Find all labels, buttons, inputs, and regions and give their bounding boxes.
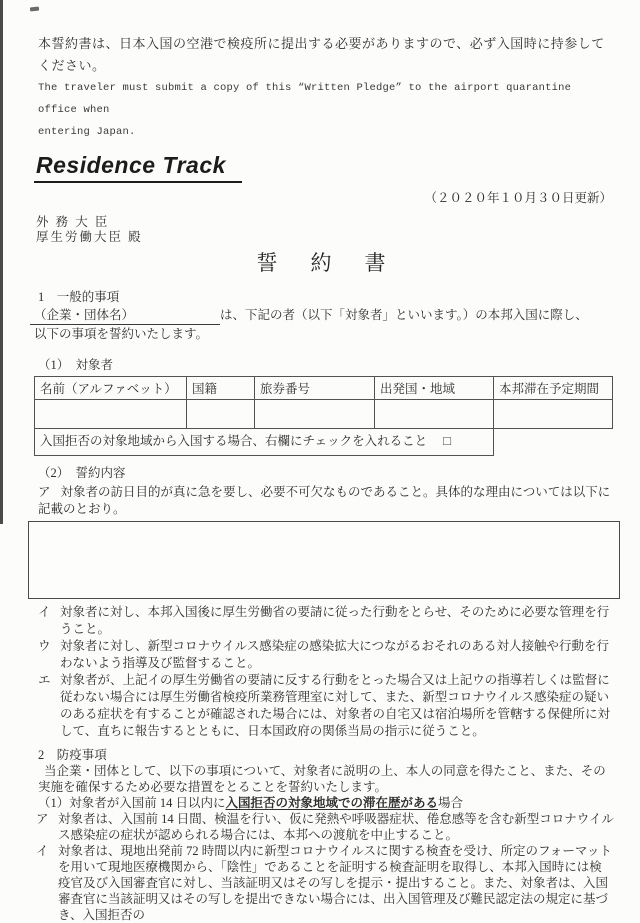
pledge-item-i <box>38 604 614 638</box>
item-a-text: 対象者の訪日目的が真に急を要し、必要不可欠なものであること。具体的な理由については以下に記載のとおり。 <box>38 485 611 516</box>
borderless-filler-cell <box>494 429 613 456</box>
col-header-name: 名前（アルファベット） <box>35 377 187 400</box>
pledge-item-u <box>38 638 614 672</box>
cell-nationality <box>187 400 255 429</box>
subsection-1-2-heading: （2） 誓約内容 <box>38 466 126 480</box>
scan-edge-artifact <box>0 0 3 524</box>
organization-name-label: （企業・団体名） <box>34 308 135 322</box>
pledge-item-e <box>38 672 614 740</box>
intro-after-blank: は、下記の者（以下「対象者」といいます。）の本邦入国に際し、 <box>220 308 588 322</box>
section2-heading: 2 防疫事項 <box>38 748 107 762</box>
case1-prefix: （1）対象者が入国前 14 日以内に <box>38 796 226 810</box>
entry-ban-note-text: 入国拒否の対象地域から入国する場合、右欄にチェックを入れること <box>40 434 428 448</box>
scan-speck-artifact <box>30 7 39 12</box>
item-i-label: イ <box>38 605 51 619</box>
cell-passport-number <box>255 400 375 429</box>
subject-table-header-row <box>35 377 613 400</box>
q-item-a-label: ア <box>36 812 49 826</box>
section2-case1-heading <box>38 795 614 811</box>
section2-intro: 当企業・団体として、以下の事項について、対象者に説明の上、本人の同意を得たこと、また、その実施を確保するため必要な措置をとることを誓約いたします。 <box>38 764 606 794</box>
intro-line2: 以下の事項を誓約いたします。 <box>34 327 209 341</box>
notice-english-line2: entering Japan. <box>38 126 136 138</box>
addressees <box>34 215 614 245</box>
case1-underlined: 入国拒否の対象地域での滞在歴がある <box>225 796 439 810</box>
q-item-i-text: 対象者は、現地出発前 72 時間以内に新型コロナウイルスに関する検査を受け、所定のフォーマットを用いて現地医療機関から、「陰性」であることを証明する検査証明を取得し、本邦入国時には検疫官及び入国審査官に対し、当該証明又はその写しを提示・提出すること。また、対象者は、入国審査官に当該証明又はその写しを提出できない場合には、出入国管理及び難民認定法の規定に基づき、入国拒否の <box>58 844 612 922</box>
entry-ban-note-cell <box>35 429 494 456</box>
pledge-item-a <box>38 484 614 518</box>
cell-stay-period <box>494 400 613 429</box>
cell-departure-country <box>375 400 494 429</box>
subsection-1-1-heading: （1） 対象者 <box>38 358 114 372</box>
residence-track-label: Residence Track <box>34 152 242 183</box>
subject-table-empty-row <box>35 400 613 429</box>
col-header-passport-number: 旅券番号 <box>255 377 375 400</box>
item-e-text: 対象者が、上記イの厚生労働省の要請に反する行動をとった場合又は上記ウの指導若しくは監督に従わない場合には厚生労働省検疫所業務管理室に対して、また、新型コロナウイルス感染症の疑いのある症状を有することが確認された場合には、対象者の自宅又は宿泊場所を管轄する保健所に対して、直ちに報告するとともに、日本国政府の関係当局の指示に従うこと。 <box>60 673 611 738</box>
checkbox-icon: □ <box>443 433 451 448</box>
q-item-a-text: 対象者は、入国前 14 日間、検温を行い、仮に発熱や呼吸器症状、倦怠感等を含む新型コロナウイルス感染症の症状が認められる場合には、本邦への渡航を中止すること。 <box>58 812 614 842</box>
item-e-label: エ <box>38 673 51 687</box>
item-u-text: 対象者に対し、新型コロナウイルス感染症の感染拡大につながるおそれのある対人接触や行動を行わないよう指導及び監督すること。 <box>60 639 610 670</box>
notice-japanese: 本誓約書は、日本入国の空港で検疫所に提出する必要がありますので、必ず入国時に持参してください。 <box>38 36 605 73</box>
addressee-foreign-minister: 外 務 大 臣 <box>36 215 110 229</box>
residence-track-heading <box>34 152 614 183</box>
section1-heading: 1 一般的事項 <box>38 290 120 304</box>
col-header-departure-country: 出発国・地域 <box>375 377 494 400</box>
document-title: 誓 約 書 <box>256 251 392 275</box>
case1-suffix: 場合 <box>438 796 464 810</box>
organization-line <box>34 306 614 325</box>
cell-name <box>35 400 187 429</box>
quarantine-item-a <box>36 811 614 843</box>
quarantine-item-i <box>36 843 614 923</box>
item-u-label: ウ <box>38 639 51 653</box>
q-item-i-label: イ <box>36 844 49 858</box>
addressee-health-labour-minister: 厚生労働大臣 殿 <box>36 230 143 244</box>
entry-ban-note-row <box>35 429 613 456</box>
reason-input-box <box>28 521 620 599</box>
notice-english-line1: The traveler must submit a copy of this “Written Pledge” to the airport quarantine office when <box>38 82 572 116</box>
item-i-text: 対象者に対し、本邦入国後に厚生労働省の要請に従った行動をとらせ、そのために必要な管理を行うこと。 <box>60 605 610 636</box>
organization-name-blank-field <box>30 306 220 325</box>
subject-table <box>34 376 613 456</box>
item-a-label: ア <box>38 485 51 499</box>
col-header-nationality: 国籍 <box>187 377 255 400</box>
updated-date: （２０２０年１０月３０日更新） <box>424 191 612 205</box>
col-header-stay-period: 本邦滞在予定期間 <box>494 377 613 400</box>
